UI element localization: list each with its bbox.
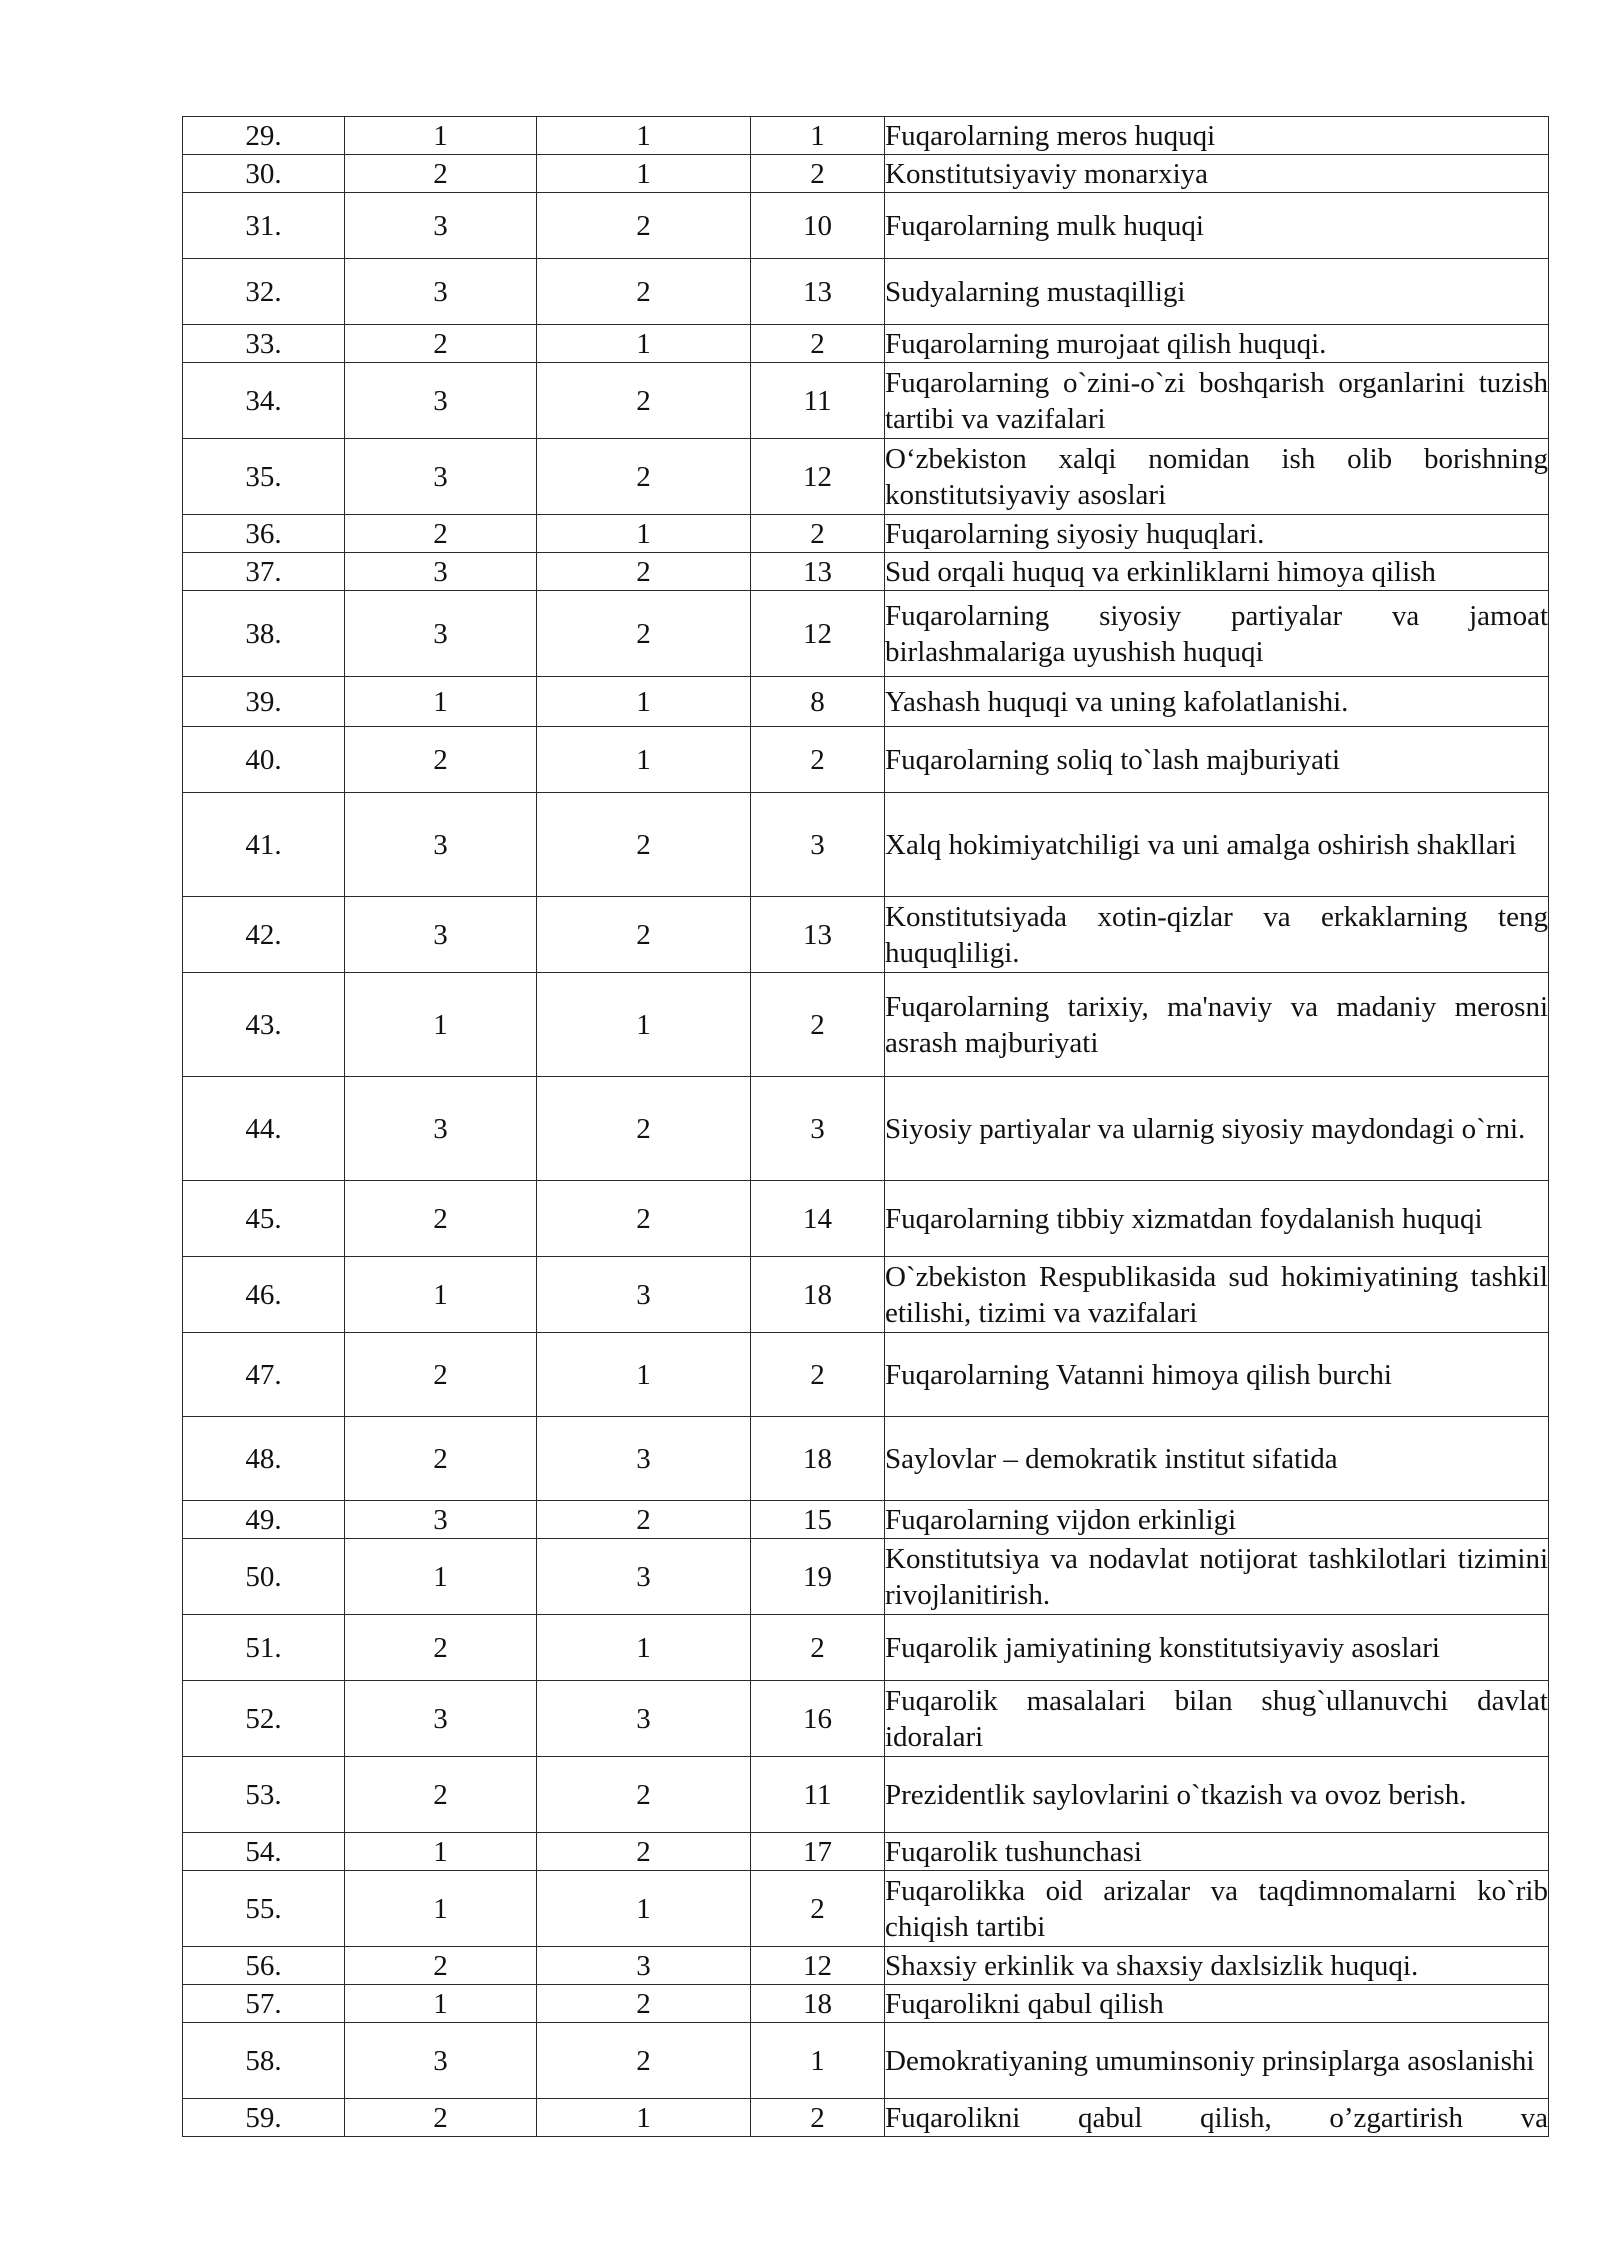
row-number: 53. xyxy=(183,1757,345,1833)
col-a-value: 2 xyxy=(345,1947,537,1985)
table-row xyxy=(183,117,1549,155)
col-c-value: 2 xyxy=(751,973,885,1077)
col-c-value: 17 xyxy=(751,1833,885,1871)
col-a-value: 1 xyxy=(345,1871,537,1947)
col-c-value: 16 xyxy=(751,1681,885,1757)
topic-text: Xalq hokimiyatchiligi va uni amalga oshirish shakllari xyxy=(885,793,1549,897)
col-c-value: 2 xyxy=(751,1615,885,1681)
col-a-value: 2 xyxy=(345,325,537,363)
col-b-value: 2 xyxy=(537,897,751,973)
col-b-value: 2 xyxy=(537,553,751,591)
table-row xyxy=(183,553,1549,591)
col-c-value: 18 xyxy=(751,1985,885,2023)
col-b-value: 2 xyxy=(537,2023,751,2099)
topic-text: Fuqarolarning o`zini-o`zi boshqarish organlarini tuzish tartibi va vazifalari xyxy=(885,363,1549,439)
col-b-value: 2 xyxy=(537,1757,751,1833)
col-b-value: 3 xyxy=(537,1417,751,1501)
col-a-value: 2 xyxy=(345,1615,537,1681)
topic-text: Konstitutsiyada xotin-qizlar va erkaklarning teng huquqliligi. xyxy=(885,897,1549,973)
col-c-value: 13 xyxy=(751,897,885,973)
col-c-value: 18 xyxy=(751,1417,885,1501)
col-a-value: 3 xyxy=(345,2023,537,2099)
col-b-value: 2 xyxy=(537,1833,751,1871)
table-row xyxy=(183,1985,1549,2023)
table-row xyxy=(183,1615,1549,1681)
col-c-value: 2 xyxy=(751,1871,885,1947)
topic-text: Fuqarolarning siyosiy partiyalar va jamoat birlashmalariga uyushish huquqi xyxy=(885,591,1549,677)
table-row xyxy=(183,515,1549,553)
table-row xyxy=(183,591,1549,677)
table-row xyxy=(183,1757,1549,1833)
table-row xyxy=(183,973,1549,1077)
topic-text: Sud orqali huquq va erkinliklarni himoya qilish xyxy=(885,553,1549,591)
table-row xyxy=(183,1417,1549,1501)
table-row xyxy=(183,1333,1549,1417)
col-c-value: 15 xyxy=(751,1501,885,1539)
col-a-value: 2 xyxy=(345,1333,537,1417)
col-b-value: 1 xyxy=(537,1615,751,1681)
col-b-value: 1 xyxy=(537,1333,751,1417)
col-b-value: 2 xyxy=(537,1985,751,2023)
col-a-value: 1 xyxy=(345,973,537,1077)
col-b-value: 3 xyxy=(537,1681,751,1757)
table-row xyxy=(183,727,1549,793)
col-c-value: 14 xyxy=(751,1181,885,1257)
col-c-value: 10 xyxy=(751,193,885,259)
col-c-value: 11 xyxy=(751,363,885,439)
table-row xyxy=(183,1257,1549,1333)
row-number: 37. xyxy=(183,553,345,591)
topic-text: Fuqarolarning siyosiy huquqlari. xyxy=(885,515,1549,553)
col-c-value: 19 xyxy=(751,1539,885,1615)
topic-text: Fuqarolarning murojaat qilish huquqi. xyxy=(885,325,1549,363)
row-number: 33. xyxy=(183,325,345,363)
row-number: 49. xyxy=(183,1501,345,1539)
col-b-value: 1 xyxy=(537,155,751,193)
col-b-value: 2 xyxy=(537,193,751,259)
row-number: 52. xyxy=(183,1681,345,1757)
table-row xyxy=(183,1681,1549,1757)
col-a-value: 3 xyxy=(345,259,537,325)
topic-text: Yashash huquqi va uning kafolatlanishi. xyxy=(885,677,1549,727)
row-number: 44. xyxy=(183,1077,345,1181)
col-c-value: 11 xyxy=(751,1757,885,1833)
topic-text: Fuqarolik tushunchasi xyxy=(885,1833,1549,1871)
table-row xyxy=(183,1181,1549,1257)
col-b-value: 1 xyxy=(537,2099,751,2137)
col-b-value: 2 xyxy=(537,363,751,439)
col-b-value: 2 xyxy=(537,591,751,677)
row-number: 32. xyxy=(183,259,345,325)
col-c-value: 1 xyxy=(751,117,885,155)
table-row xyxy=(183,155,1549,193)
table-row xyxy=(183,259,1549,325)
topic-text: Fuqarolarning mulk huquqi xyxy=(885,193,1549,259)
topic-text: Fuqarolarning soliq to`lash majburiyati xyxy=(885,727,1549,793)
col-a-value: 3 xyxy=(345,1681,537,1757)
col-b-value: 2 xyxy=(537,439,751,515)
topic-text: Saylovlar – demokratik institut sifatida xyxy=(885,1417,1549,1501)
col-a-value: 2 xyxy=(345,155,537,193)
col-a-value: 1 xyxy=(345,677,537,727)
row-number: 50. xyxy=(183,1539,345,1615)
col-c-value: 2 xyxy=(751,727,885,793)
col-a-value: 3 xyxy=(345,591,537,677)
col-b-value: 3 xyxy=(537,1947,751,1985)
col-b-value: 2 xyxy=(537,1077,751,1181)
col-b-value: 1 xyxy=(537,1871,751,1947)
topics-table xyxy=(182,116,1549,2137)
topic-text: Fuqarolarning tarixiy, ma'naviy va madaniy merosni asrash majburiyati xyxy=(885,973,1549,1077)
col-b-value: 3 xyxy=(537,1539,751,1615)
table-row xyxy=(183,1833,1549,1871)
topic-text: Fuqarolikni qabul qilish xyxy=(885,1985,1549,2023)
col-c-value: 3 xyxy=(751,793,885,897)
table-row xyxy=(183,1539,1549,1615)
topic-text: Fuqarolikni qabul qilish, o’zgartirish va xyxy=(885,2099,1549,2137)
row-number: 45. xyxy=(183,1181,345,1257)
topic-text: Demokratiyaning umuminsoniy prinsiplarga asoslanishi xyxy=(885,2023,1549,2099)
table-row xyxy=(183,193,1549,259)
col-c-value: 13 xyxy=(751,259,885,325)
table-row xyxy=(183,325,1549,363)
table-row xyxy=(183,2099,1549,2137)
col-c-value: 2 xyxy=(751,155,885,193)
row-number: 40. xyxy=(183,727,345,793)
table-row xyxy=(183,793,1549,897)
row-number: 31. xyxy=(183,193,345,259)
col-a-value: 3 xyxy=(345,1501,537,1539)
table-row xyxy=(183,897,1549,973)
col-a-value: 3 xyxy=(345,897,537,973)
row-number: 47. xyxy=(183,1333,345,1417)
topic-text: Fuqarolik masalalari bilan shug`ullanuvchi davlat idoralari xyxy=(885,1681,1549,1757)
col-c-value: 2 xyxy=(751,1333,885,1417)
table-row xyxy=(183,363,1549,439)
col-a-value: 1 xyxy=(345,1257,537,1333)
col-b-value: 1 xyxy=(537,117,751,155)
topic-text: O`zbekiston Respublikasida sud hokimiyatining tashkil etilishi, tizimi va vazifalari xyxy=(885,1257,1549,1333)
col-c-value: 12 xyxy=(751,1947,885,1985)
row-number: 30. xyxy=(183,155,345,193)
row-number: 58. xyxy=(183,2023,345,2099)
table-row xyxy=(183,677,1549,727)
row-number: 59. xyxy=(183,2099,345,2137)
row-number: 41. xyxy=(183,793,345,897)
col-a-value: 3 xyxy=(345,439,537,515)
col-a-value: 2 xyxy=(345,2099,537,2137)
table-body xyxy=(183,117,1549,2137)
topic-text: Fuqarolikka oid arizalar va taqdimnomalarni ko`rib chiqish tartibi xyxy=(885,1871,1549,1947)
col-b-value: 1 xyxy=(537,677,751,727)
col-c-value: 1 xyxy=(751,2023,885,2099)
col-c-value: 13 xyxy=(751,553,885,591)
col-a-value: 1 xyxy=(345,1539,537,1615)
row-number: 36. xyxy=(183,515,345,553)
col-a-value: 2 xyxy=(345,1417,537,1501)
topic-text: Fuqarolarning Vatanni himoya qilish burchi xyxy=(885,1333,1549,1417)
topic-text: Fuqarolarning vijdon erkinligi xyxy=(885,1501,1549,1539)
col-c-value: 18 xyxy=(751,1257,885,1333)
topic-text: Siyosiy partiyalar va ularnig siyosiy maydondagi o`rni. xyxy=(885,1077,1549,1181)
row-number: 46. xyxy=(183,1257,345,1333)
table-row xyxy=(183,1501,1549,1539)
col-a-value: 3 xyxy=(345,1077,537,1181)
col-a-value: 1 xyxy=(345,1833,537,1871)
col-a-value: 2 xyxy=(345,727,537,793)
col-a-value: 2 xyxy=(345,1181,537,1257)
col-c-value: 3 xyxy=(751,1077,885,1181)
col-c-value: 2 xyxy=(751,515,885,553)
col-b-value: 1 xyxy=(537,727,751,793)
col-b-value: 1 xyxy=(537,515,751,553)
table-row xyxy=(183,1077,1549,1181)
table-row xyxy=(183,439,1549,515)
col-c-value: 12 xyxy=(751,439,885,515)
row-number: 34. xyxy=(183,363,345,439)
col-c-value: 2 xyxy=(751,2099,885,2137)
col-b-value: 2 xyxy=(537,1181,751,1257)
row-number: 29. xyxy=(183,117,345,155)
col-b-value: 3 xyxy=(537,1257,751,1333)
topic-text: Konstitutsiyaviy monarxiya xyxy=(885,155,1549,193)
row-number: 42. xyxy=(183,897,345,973)
topic-text: Fuqarolarning meros huquqi xyxy=(885,117,1549,155)
col-a-value: 1 xyxy=(345,1985,537,2023)
table-row xyxy=(183,2023,1549,2099)
col-b-value: 1 xyxy=(537,325,751,363)
col-a-value: 3 xyxy=(345,793,537,897)
col-a-value: 1 xyxy=(345,117,537,155)
col-a-value: 3 xyxy=(345,553,537,591)
col-a-value: 3 xyxy=(345,363,537,439)
topic-text: Sudyalarning mustaqilligi xyxy=(885,259,1549,325)
row-number: 51. xyxy=(183,1615,345,1681)
col-c-value: 2 xyxy=(751,325,885,363)
row-number: 56. xyxy=(183,1947,345,1985)
table-row xyxy=(183,1871,1549,1947)
col-c-value: 8 xyxy=(751,677,885,727)
row-number: 57. xyxy=(183,1985,345,2023)
col-a-value: 3 xyxy=(345,193,537,259)
topic-text: O‘zbekiston xalqi nomidan ish olib borishning konstitutsiyaviy asoslari xyxy=(885,439,1549,515)
table-row xyxy=(183,1947,1549,1985)
row-number: 55. xyxy=(183,1871,345,1947)
col-a-value: 2 xyxy=(345,515,537,553)
topic-text: Konstitutsiya va nodavlat notijorat tashkilotlari tizimini rivojlanitirish. xyxy=(885,1539,1549,1615)
col-b-value: 2 xyxy=(537,259,751,325)
topic-text: Prezidentlik saylovlarini o`tkazish va ovoz berish. xyxy=(885,1757,1549,1833)
row-number: 48. xyxy=(183,1417,345,1501)
col-b-value: 2 xyxy=(537,793,751,897)
row-number: 39. xyxy=(183,677,345,727)
row-number: 43. xyxy=(183,973,345,1077)
topic-text: Fuqarolik jamiyatining konstitutsiyaviy asoslari xyxy=(885,1615,1549,1681)
col-c-value: 12 xyxy=(751,591,885,677)
col-b-value: 2 xyxy=(537,1501,751,1539)
row-number: 35. xyxy=(183,439,345,515)
row-number: 54. xyxy=(183,1833,345,1871)
topic-text: Fuqarolarning tibbiy xizmatdan foydalanish huquqi xyxy=(885,1181,1549,1257)
topic-text: Shaxsiy erkinlik va shaxsiy daxlsizlik huquqi. xyxy=(885,1947,1549,1985)
col-b-value: 1 xyxy=(537,973,751,1077)
col-a-value: 2 xyxy=(345,1757,537,1833)
row-number: 38. xyxy=(183,591,345,677)
